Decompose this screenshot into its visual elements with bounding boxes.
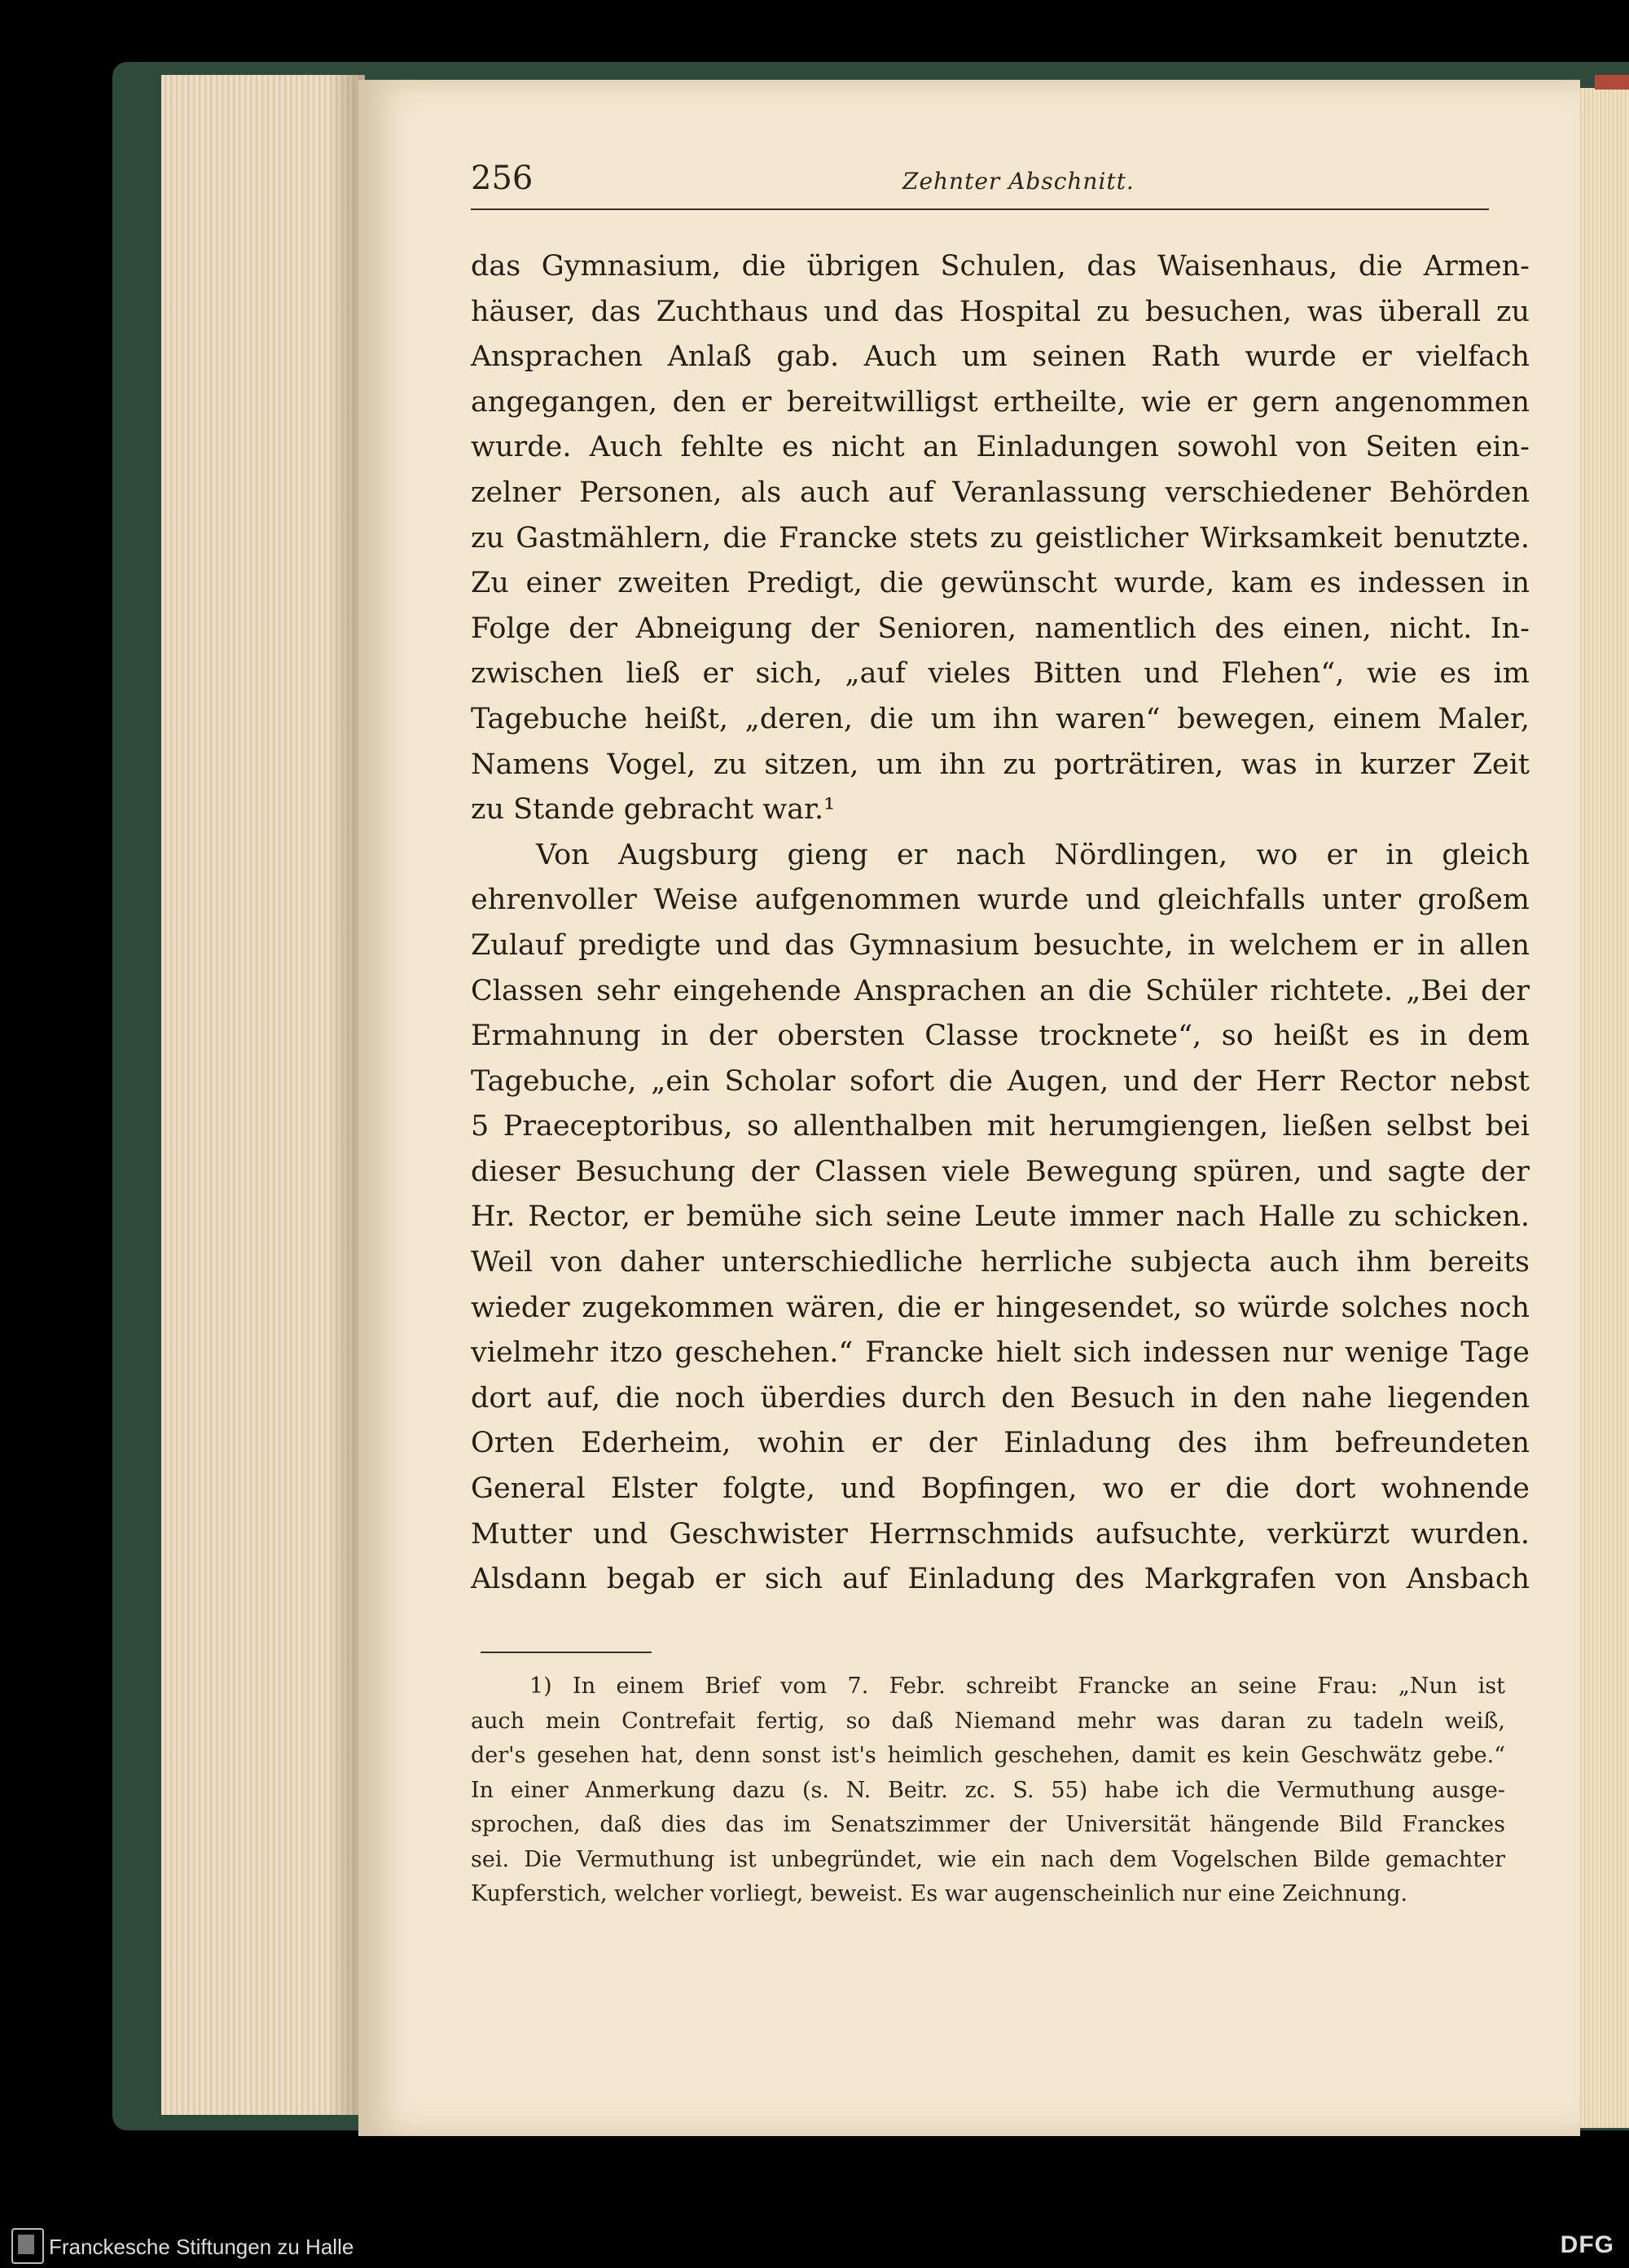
text-line: Folge der Abneigung der Senioren, namentlich des einen, nicht. In-	[471, 612, 1530, 645]
page-edges-red-trim	[1595, 75, 1629, 90]
footnote-line: der's gesehen hat, denn sonst ist's heimlich geschehen, damit es kein Geschwätz gebe.“	[471, 1743, 1505, 1768]
text-line: wurde. Auch fehlte es nicht an Einladungen sowohl von Seiten ein-	[471, 431, 1530, 464]
text-line: Classen sehr eingehende Ansprachen an die Schüler richtete. „Bei der	[471, 974, 1530, 1007]
footnotes	[471, 1669, 1505, 1912]
text-line: zelner Personen, als auch auf Veranlassung verschiedener Behörden	[471, 476, 1530, 509]
text-line: Ansprachen Anlaß gab. Auch um seinen Rath wurde er vielfach	[471, 340, 1530, 374]
text-line: dort auf, die noch überdies durch den Besuch in den nahe liegenden	[471, 1381, 1530, 1415]
text-line: Tagebuche heißt, „deren, die um ihn waren“ bewegen, einem Maler,	[471, 702, 1530, 735]
text-line: zu Stande gebracht war.¹	[471, 793, 836, 827]
footnote-line: Kupferstich, welcher vorliegt, beweist. Es war augenscheinlich nur eine Zeichnung.	[471, 1881, 1408, 1906]
footer-dfg-label: DFG	[1560, 2231, 1614, 2258]
text-line: 5 Praeceptoribus, so allenthalben mit herumgiengen, ließen selbst bei	[471, 1110, 1530, 1143]
text-line: wieder zugekommen wären, die er hingesendet, so würde solches noch	[471, 1291, 1530, 1324]
footnote-line: In einer Anmerkung dazu (s. N. Beitr. zc. S. 55) habe ich die Vermuthung ausge-	[471, 1777, 1505, 1803]
text-line: ehrenvoller Weise aufgenommen wurde und gleichfalls unter großem	[471, 884, 1530, 917]
text-line: angegangen, den er bereitwilligst ertheilte, wie er gern angenommen	[471, 385, 1530, 419]
page-edges-right	[1577, 88, 1629, 2128]
footnote-divider	[481, 1652, 652, 1653]
text-line: dieser Besuchung der Classen viele Bewegung spüren, und sagte der	[471, 1155, 1530, 1188]
main-text	[471, 244, 1530, 1603]
text-line: vielmehr itzo geschehen.“ Francke hielt sich indessen nur wenige Tage	[471, 1336, 1530, 1370]
footnote-line: sei. Die Vermuthung ist unbegründet, wie ein nach dem Vogelschen Bilde gemachter	[471, 1846, 1505, 1872]
text-line: Zulauf predigte und das Gymnasium besuchte, in welchem er in allen	[471, 928, 1530, 962]
running-title: Zehnter Abschnitt.	[902, 168, 1135, 195]
footer-institution-label: Franckesche Stiftungen zu Halle	[49, 2235, 354, 2259]
text-line: Weil von daher unterschiedliche herrliche subjecta auch ihm bereits	[471, 1246, 1530, 1279]
footnote-line: sprochen, daß dies das im Senatszimmer der Universität hängende Bild Franckes	[471, 1812, 1505, 1837]
text-line: Hr. Rector, er bemühe sich seine Leute immer nach Halle zu schicken.	[471, 1200, 1530, 1234]
text-line: Orten Ederheim, wohin er der Einladung des ihm befreundeten	[471, 1427, 1530, 1460]
footnote-line: auch mein Contrefait fertig, so daß Niemand mehr was daran zu tadeln weiß,	[471, 1708, 1505, 1734]
text-line: Ermahnung in der obersten Classe trocknete“, so heißt es in dem	[471, 1020, 1530, 1053]
page-header	[471, 160, 1489, 210]
text-line: Zu einer zweiten Predigt, die gewünscht wurde, kam es indessen in	[471, 567, 1530, 600]
text-line: Mutter und Geschwister Herrnschmids aufsuchte, verkürzt wurden.	[471, 1517, 1530, 1551]
text-line: Von Augsburg gieng er nach Nördlingen, wo er in gleich	[536, 838, 1530, 871]
text-line: das Gymnasium, die übrigen Schulen, das Waisenhaus, die Armen-	[471, 250, 1530, 283]
text-line: Tagebuche, „ein Scholar sofort die Augen, und der Herr Rector nebst	[471, 1064, 1530, 1098]
institution-logo-mark	[18, 2235, 34, 2254]
page-number: 256	[471, 160, 533, 197]
text-line: zu Gastmählern, die Francke stets zu geistlicher Wirksamkeit benutzte.	[471, 521, 1530, 555]
text-line: zwischen ließ er sich, „auf vieles Bitten und Flehen“, wie es im	[471, 657, 1530, 691]
text-line: General Elster folgte, und Bopfingen, wo er die dort wohnende	[471, 1472, 1530, 1506]
footnote-line: 1) In einem Brief vom 7. Febr. schreibt Francke an seine Frau: „Nun ist	[529, 1674, 1505, 1699]
text-line: häuser, das Zuchthaus und das Hospital zu besuchen, was überall zu	[471, 295, 1530, 328]
text-line: Namens Vogel, zu sitzen, um ihn zu porträtiren, was in kurzer Zeit	[471, 748, 1530, 781]
text-line: Alsdann begab er sich auf Einladung des Markgrafen von Ansbach	[471, 1563, 1530, 1596]
